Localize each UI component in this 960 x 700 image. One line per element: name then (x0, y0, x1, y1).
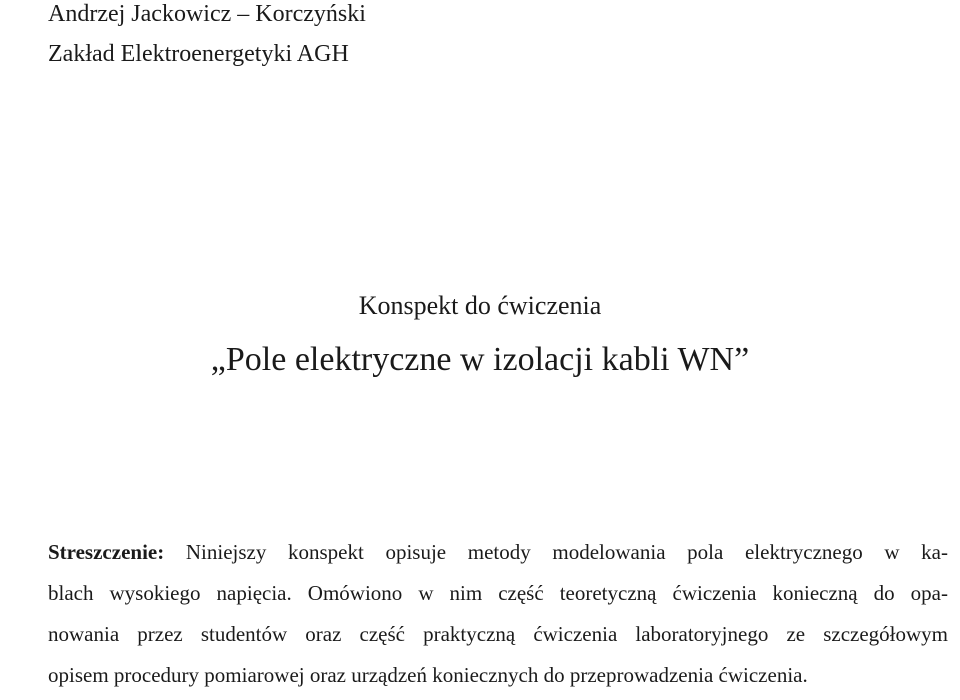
document-subtitle: Konspekt do ćwiczenia (358, 291, 602, 320)
author-name: Andrzej Jackowicz – Korczyński (48, 1, 366, 27)
abstract-label: Streszczenie: (48, 540, 165, 564)
abstract-line-3: nowania przez studentów oraz część praktyczną ćwiczenia laboratoryjnego ze szczegółowym (48, 622, 948, 646)
abstract-line-2: blach wysokiego napięcia. Omówiono w nim część teoretyczną ćwiczenia konieczną do opa- (48, 581, 948, 605)
abstract (48, 532, 948, 696)
abstract-line-4: opisem procedury pomiarowej oraz urządzeń koniecznych do przeprowadzenia ćwiczenia. (48, 663, 808, 687)
author-affiliation: Zakład Elektroenergetyki AGH (48, 41, 349, 67)
document-title: „Pole elektryczne w izolacji kabli WN” (210, 341, 750, 378)
abstract-text: Niniejszy konspekt opisuje metody modelowania pola elektrycznego w ka- (164, 540, 948, 564)
abstract-line-1 (48, 532, 948, 573)
